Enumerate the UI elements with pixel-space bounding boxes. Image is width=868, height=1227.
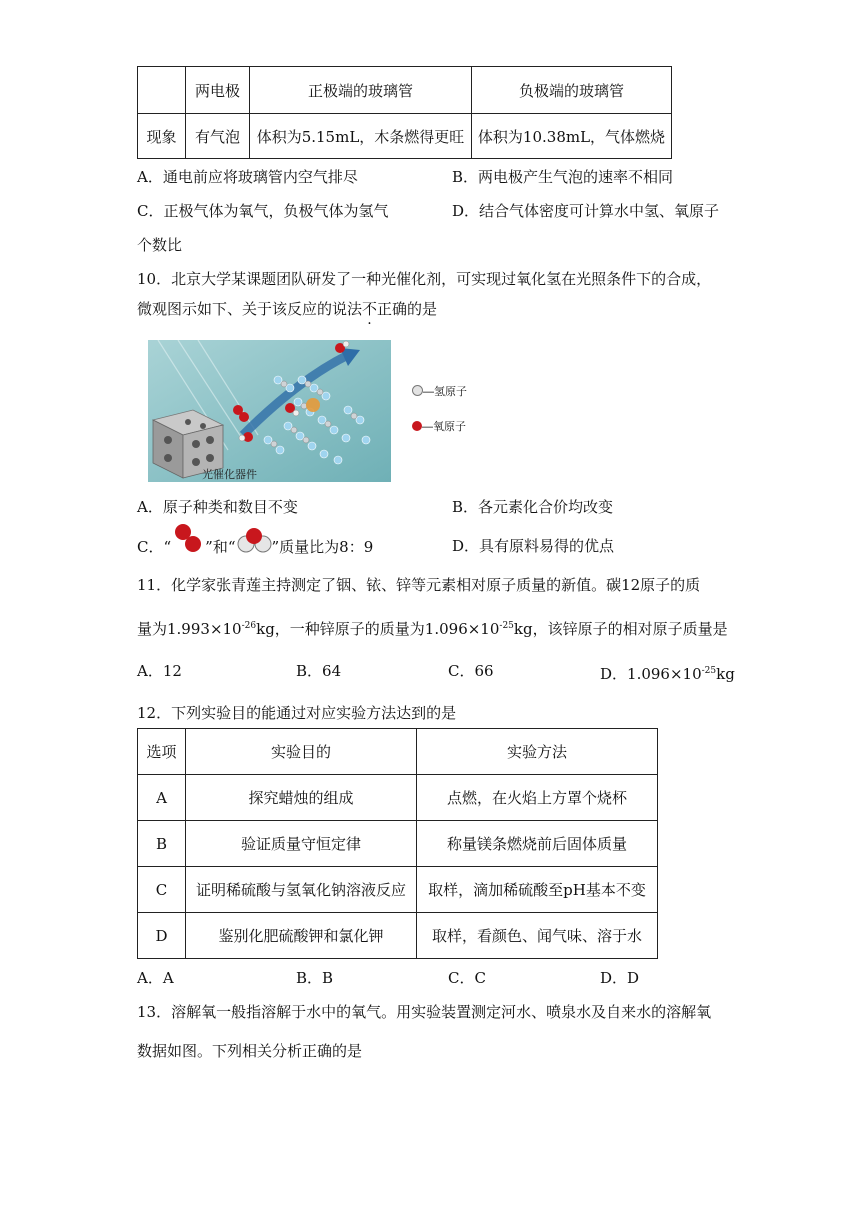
table-row [138, 913, 658, 959]
table-row [138, 867, 658, 913]
legend-hydrogen [412, 384, 467, 400]
table-cell: 证明稀硫酸与氢氧化钠溶液反应 [186, 867, 417, 913]
q13-stem-line2: 数据如图。下列相关分析正确的是 [137, 1042, 363, 1060]
q12-option-d: D．D [600, 969, 640, 987]
q11-option-c: C．66 [448, 662, 494, 680]
oxygen-atom-icon [412, 421, 422, 431]
q9-option-d-continued: 个数比 [137, 236, 183, 254]
text-span: 正确的是 [377, 300, 438, 318]
table-cell: D [138, 913, 186, 959]
table-cell: 选项 [138, 729, 186, 775]
text-span: C．“ [137, 538, 172, 556]
text-span: kg [716, 665, 735, 683]
exponent: -25 [499, 621, 514, 631]
q11-option-b: B．64 [296, 662, 342, 680]
text-span: kg，一种锌原子的质量为1.096×10 [256, 620, 500, 638]
q11-option-d [600, 661, 735, 684]
q10-option-b: B．各元素化合价均改变 [452, 498, 614, 516]
h2o2-molecule-icon [236, 536, 272, 556]
q11-option-a: A．12 [137, 662, 182, 680]
text-span: kg，该锌原子的相对原子质量是 [513, 620, 728, 638]
o2-molecule-icon [171, 536, 205, 556]
legend-label: —氢原子 [423, 386, 467, 398]
photocatalysis-figure [148, 340, 391, 482]
q12-stem: 12．下列实验目的能通过对应实验方法达到的是 [137, 704, 457, 722]
molecular-diagram [148, 340, 391, 482]
table-row [138, 775, 658, 821]
table-cell: A [138, 775, 186, 821]
q10-option-d: D．具有原料易得的优点 [452, 537, 615, 555]
table-cell: 体积为5.15mL，木条燃得更旺 [250, 114, 472, 159]
table-cell: C [138, 867, 186, 913]
table-cell: 实验方法 [417, 729, 658, 775]
table-cell: 实验目的 [186, 729, 417, 775]
table-row [138, 114, 672, 159]
figure-label: 光催化器件 [202, 469, 257, 481]
hydrogen-atom-icon [412, 385, 423, 396]
table-cell: 点燃，在火焰上方罩个烧杯 [417, 775, 658, 821]
table-cell: 正极端的玻璃管 [250, 67, 472, 114]
table-cell: 鉴别化肥硫酸钾和氯化钾 [186, 913, 417, 959]
table-cell: 探究蜡烛的组成 [186, 775, 417, 821]
q10-option-c [137, 536, 373, 557]
q9-option-d: D．结合气体密度可计算水中氢、氧原子 [452, 202, 720, 220]
legend-label: —氧原子 [422, 421, 466, 433]
emphasis-text: 不 [362, 300, 378, 318]
text-span: ”和“ [205, 538, 236, 556]
q9-option-a: A．通电前应将玻璃管内空气排尽 [137, 168, 358, 186]
table-cell: B [138, 821, 186, 867]
table-cell: 负极端的玻璃管 [472, 67, 672, 114]
q13-stem-line1: 13．溶解氧一般指溶解于水中的氧气。用实验装置测定河水、喷泉水及自来水的溶解氧 [137, 1003, 712, 1021]
q9-option-c: C．正极气体为氧气，负极气体为氢气 [137, 202, 389, 220]
q9-option-b: B．两电极产生气泡的速率不相同 [452, 168, 674, 186]
exponent: -25 [701, 666, 717, 676]
table-cell: 取样，看颜色、闻气味、溶于水 [417, 913, 658, 959]
table-row [138, 67, 672, 114]
table-cell [138, 67, 186, 114]
q10-option-a: A．原子种类和数目不变 [137, 498, 298, 516]
q10-stem-line2 [137, 299, 437, 319]
experiment-table [137, 728, 658, 959]
q12-option-c: C．C [448, 969, 486, 987]
catalyst-cube [153, 410, 223, 478]
q11-stem-line2 [137, 616, 728, 639]
table-row [138, 729, 658, 775]
q11-stem-line1: 11．化学家张青莲主持测定了铟、铱、锌等元素相对原子质量的新值。碳12原子的质 [137, 576, 701, 594]
q12-option-a: A．A [137, 969, 174, 987]
q12-option-b: B．B [296, 969, 334, 987]
text-span: 微观图示如下、关于该反应的说法 [137, 300, 363, 318]
text-span: ”质量比为8：9 [271, 538, 374, 556]
text-span: 量为1.993×10 [137, 620, 242, 638]
electrolysis-table [137, 66, 672, 159]
q10-stem-line1: 10．北京大学某课题团队研发了一种光催化剂，可实现过氧化氢在光照条件下的合成， [137, 270, 712, 288]
legend-oxygen [412, 419, 466, 435]
table-cell: 称量镁条燃烧前后固体质量 [417, 821, 658, 867]
table-cell: 取样，滴加稀硫酸至pH基本不变 [417, 867, 658, 913]
table-row [138, 821, 658, 867]
table-cell: 有气泡 [186, 114, 250, 159]
table-cell: 体积为10.38mL，气体燃烧 [472, 114, 672, 159]
table-cell: 两电极 [186, 67, 250, 114]
text-span: D．1.096×10 [600, 665, 702, 683]
exponent: -26 [241, 621, 257, 631]
table-cell: 现象 [138, 114, 186, 159]
table-cell: 验证质量守恒定律 [186, 821, 417, 867]
